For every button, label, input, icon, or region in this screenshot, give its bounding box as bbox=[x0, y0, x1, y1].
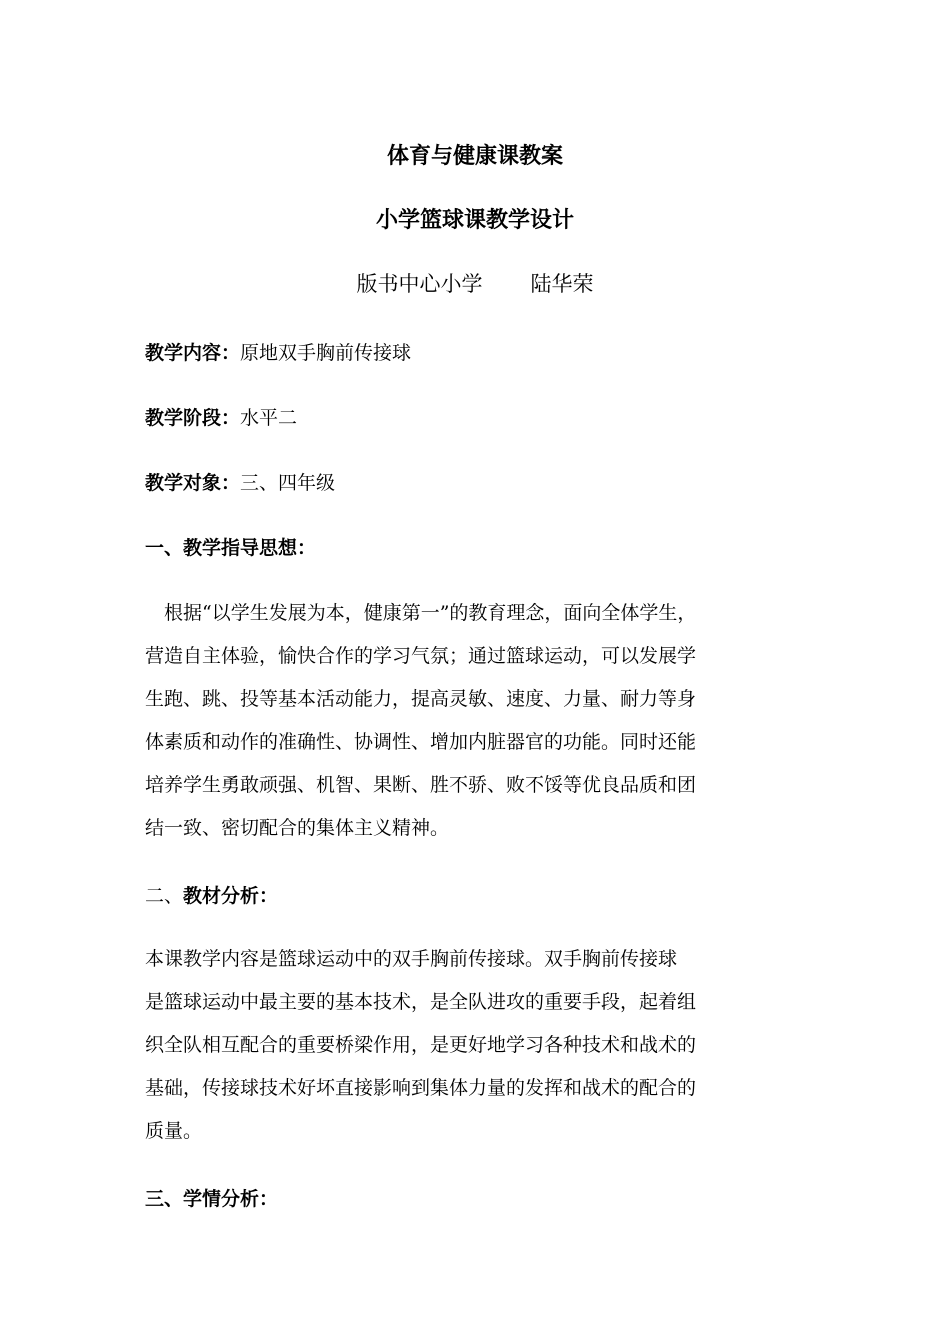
paragraph-line: 结一致、密切配合的集体主义精神。 bbox=[145, 817, 450, 839]
teaching-content-label: 教学内容： bbox=[145, 342, 241, 364]
teaching-target-value: 三、四年级 bbox=[240, 472, 336, 494]
paragraph-line: 是篮球运动中最主要的基本技术，是全队进攻的重要手段，起着组 bbox=[145, 991, 697, 1013]
section-1-heading: 一、教学指导思想： bbox=[145, 537, 317, 559]
byline bbox=[0, 268, 950, 300]
section-1-paragraph bbox=[145, 592, 825, 850]
section-3-heading: 三、学情分析： bbox=[145, 1188, 279, 1210]
author-name: 陆华荣 bbox=[530, 272, 594, 296]
paragraph-line: 基础，传接球技术好坏直接影响到集体力量的发挥和战术的配合的 bbox=[145, 1077, 697, 1099]
paragraph-line: 质量。 bbox=[145, 1120, 203, 1142]
section-2-title: 教材分析： bbox=[183, 885, 279, 907]
section-2-paragraph bbox=[145, 938, 825, 1153]
document-title: 体育与健康课教案 bbox=[386, 143, 563, 169]
paragraph-line: 根据“以学生发展为本，健康第一”的教育理念，面向全体学生， bbox=[145, 602, 697, 624]
section-2-number: 二、 bbox=[145, 885, 184, 907]
school-name: 版书中心小学 bbox=[356, 272, 483, 296]
teaching-stage-value: 水平二 bbox=[240, 407, 298, 429]
teaching-target-label: 教学对象： bbox=[145, 472, 241, 494]
paragraph-line: 营造自主体验，愉快合作的学习气氛；通过篮球运动，可以发展学 bbox=[145, 645, 697, 667]
teaching-content-row bbox=[145, 338, 411, 368]
teaching-content-value: 原地双手胸前传接球 bbox=[240, 342, 412, 364]
section-2-heading bbox=[145, 881, 278, 911]
document-subtitle: 小学篮球课教学设计 bbox=[375, 207, 574, 233]
paragraph-line: 培养学生勇敢顽强、机智、果断、胜不骄、败不馁等优良品质和团 bbox=[145, 774, 697, 796]
paragraph-line: 织全队相互配合的重要桥梁作用，是更好地学习各种技术和战术的 bbox=[145, 1034, 697, 1056]
paragraph-line: 体素质和动作的准确性、协调性、增加内脏器官的功能。同时还能 bbox=[145, 731, 697, 753]
paragraph-line: 本课教学内容是篮球运动中的双手胸前传接球。双手胸前传接球 bbox=[145, 948, 678, 970]
teaching-target-row bbox=[145, 468, 335, 498]
teaching-stage-label: 教学阶段： bbox=[145, 407, 241, 429]
teaching-stage-row bbox=[145, 403, 297, 433]
paragraph-line: 生跑、跳、投等基本活动能力，提高灵敏、速度、力量、耐力等身 bbox=[145, 688, 697, 710]
